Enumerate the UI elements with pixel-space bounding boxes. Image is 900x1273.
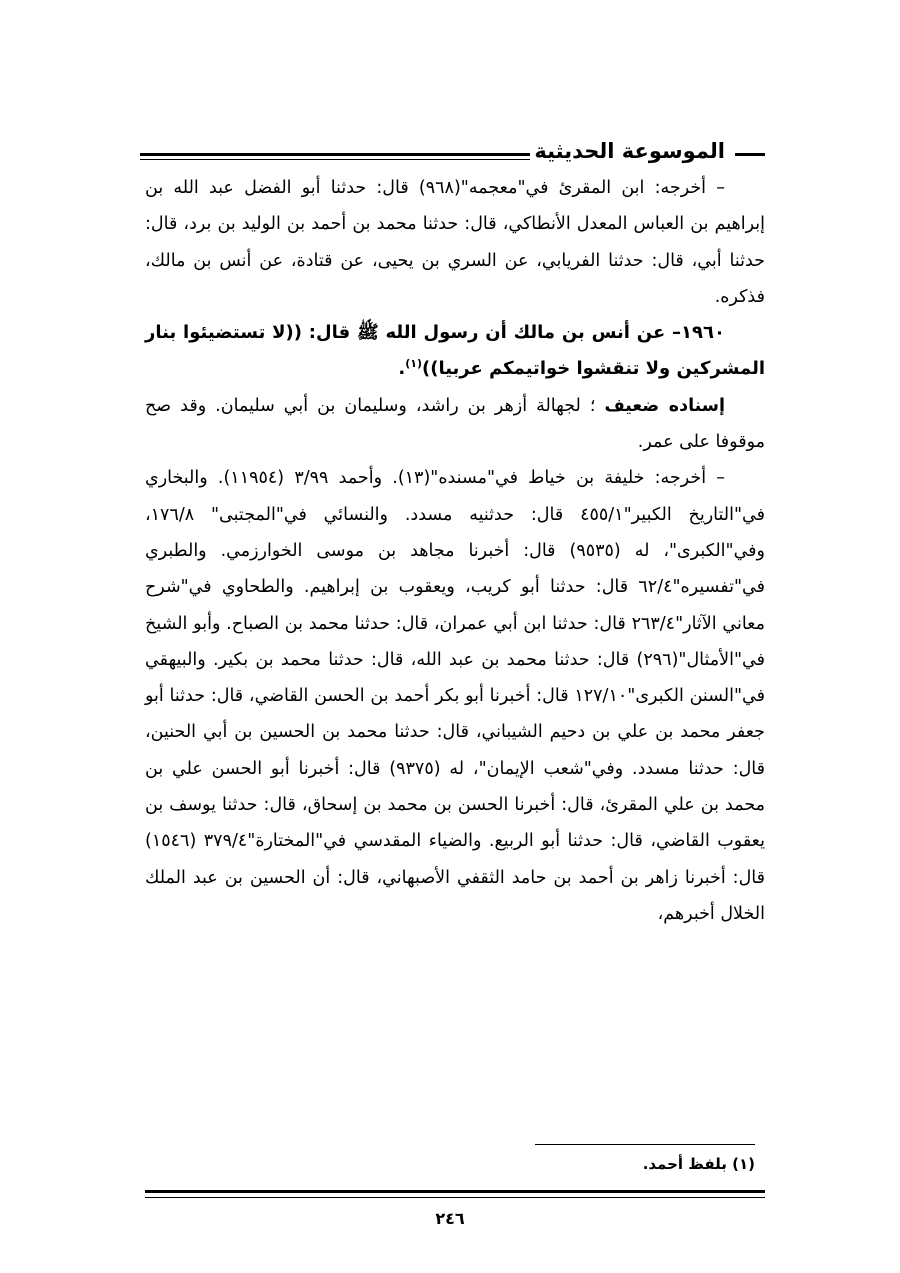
- running-header: [140, 136, 765, 166]
- hadith-end: .: [398, 358, 406, 380]
- isnad-paragraph: [145, 388, 765, 461]
- isnad-label: إسناده ضعيف: [604, 395, 725, 416]
- isnad-sep: ؛: [580, 395, 605, 416]
- header-title: الموسوعة الحديثية: [534, 139, 725, 163]
- hadith-paragraph: [145, 315, 765, 388]
- paragraph-takhrij-1: – أخرجه: ابن المقرئ في"معجمه"(٩٦٨) قال: حدثنا أبو الفضل عبد الله بن إبراهيم بن العباس المعدل الأنطاكي، قال: حدثنا محمد بن أحمد بن الوليد بن برد، قال: حدثنا أبي، قال: حدثنا الفريابي، عن السري بن يحيى، عن قتادة، عن أنس بن مالك، فذكره.: [145, 178, 765, 307]
- footnote: (١) بلفظ أحمد.: [642, 1155, 755, 1173]
- paragraph-takhrij-2: – أخرجه: خليفة بن خياط في"مسنده"(١٣). وأحمد ٣/٩٩ (١١٩٥٤). والبخاري في"التاريخ الكبير"٤٥٥/١ قال: حدثنيه مسدد. والنسائي في"المجتبى" ١٧٦/٨، وفي"الكبرى"، له (٩٥٣٥) قال: أخبرنا مجاهد بن موسى الخوارزمي. والطبري في"تفسيره"٦٢/٤ قال: حدثنا أبو كريب، ويعقوب بن إبراهيم. والطحاوي في"شرح معاني الآثار"٢٦٣/٤ قال: حدثنا ابن أبي عمران، قال: حدثنا محمد بن الصباح. وأبو الشيخ في"الأمثال"(٢٩٦) قال: حدثنا محمد بن عبد الله، قال: حدثنا محمد بن بكير. والبيهقي في"السنن الكبرى"١٢٧/١٠ قال: أخبرنا أبو بكر أحمد بن الحسن القاضي، قال: حدثنا أبو جعفر محمد بن علي بن دحيم الشيباني، قال: حدثنا محمد بن الحسين بن أبي الحنين، قال: حدثنا مسدد. وفي"شعب الإيمان"، له (٩٣٧٥) قال: أخبرنا أبو الحسن علي بن محمد بن علي المقرئ، قال: أخبرنا الحسن بن محمد بن إسحاق، قال: حدثنا يوسف بن يعقوب القاضي، قال: حدثنا أبو الربيع. والضياء المقدسي في"المختارة"٣٧٩/٤ (١٥٤٦) قال: أخبرنا زاهر بن أحمد بن حامد الثقفي الأصبهاني، قال: أن الحسين بن عبد الملك الخلال أخبرهم،: [145, 468, 766, 924]
- footer-rule-thin: [145, 1197, 765, 1198]
- footnote-ref: (١): [405, 357, 422, 371]
- footer-rule-thick: [145, 1190, 765, 1193]
- header-rule-short: [735, 153, 765, 156]
- footnote-separator: [535, 1144, 755, 1145]
- body-text: [145, 170, 765, 932]
- header-rule-long: [140, 153, 530, 156]
- hadith-text: ١٩٦٠– عن أنس بن مالك أن رسول الله ﷺ قال: ((لا تستضيئوا بنار المشركين ولا تنقشوا خواتيمكم عربيا)): [145, 322, 765, 380]
- isnad-text: لجهالة أزهر بن راشد، وسليمان بن أبي سليمان. وقد صح موقوفا على عمر.: [145, 395, 765, 453]
- page-number: ٢٤٦: [435, 1209, 465, 1228]
